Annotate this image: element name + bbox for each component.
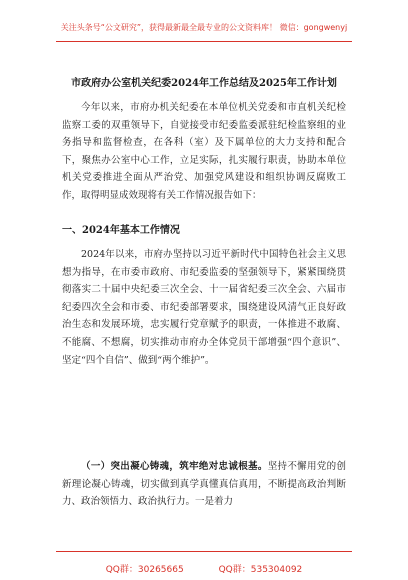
footer-divider (56, 551, 352, 552)
footer (0, 562, 408, 575)
document-title: 市政府办公室机关纪委2024年工作总结及2025年工作计划 (71, 78, 337, 89)
footer-qq-group-2: QQ群：535304092 (218, 565, 303, 575)
subsection-heading: （一）突出凝心铸魂，筑牢绝对忠诚根基。 (81, 461, 268, 472)
section-paragraph: 2024年以来，市府办坚持以习近平新时代中国特色社会主义思想为指导，在市委市政府、市纪委监委的坚强领导下，紧紧围绕贯彻落实二十届中央纪委三次全会、十一届省纪委三次全会、六届市纪委四次全会和市委、市纪委部署要求，围绕建设风清气正良好政治生态和发展环境，忠实履行党章赋予的职责，一体推进不敢腐、不能腐、不想腐，切实推动市府办全体党员干部增强“四个意识”、坚定“四个自信”、做到“两个维护”。 (62, 249, 346, 366)
subsection-body: 坚持不懈用党的创新理论凝心铸魂，切实做到真学真懂真信真用，不断提高政治判断力、政治领悟力、政治执行力。一是着力 (62, 461, 346, 508)
header-banner: 关注头条号“公文研究”，获得最新最全最专业的公文资料库！ 微信：gongwenyj (60, 23, 348, 32)
section-heading: 一、2024年基本工作情况 (62, 225, 180, 236)
subsection-paragraph (62, 458, 346, 511)
intro-paragraph: 今年以来，市府办机关纪委在本单位机关党委和市直机关纪检监察工委的双重领导下，自觉接受市纪委监委派驻纪检监察组的业务指导和监督检查，在各科（室）及下属单位的大力支持和配合下，聚焦办公室中心工作，立足实际，扎实履行职责，协助本单位机关党委推进全面从严治党、加强党风建设和组织协调反腐败工作，取得明显成效现将有关工作情况报告如下： (62, 102, 346, 201)
footer-qq-group-1: QQ群：30265665 (105, 565, 184, 575)
header-divider (56, 41, 352, 42)
